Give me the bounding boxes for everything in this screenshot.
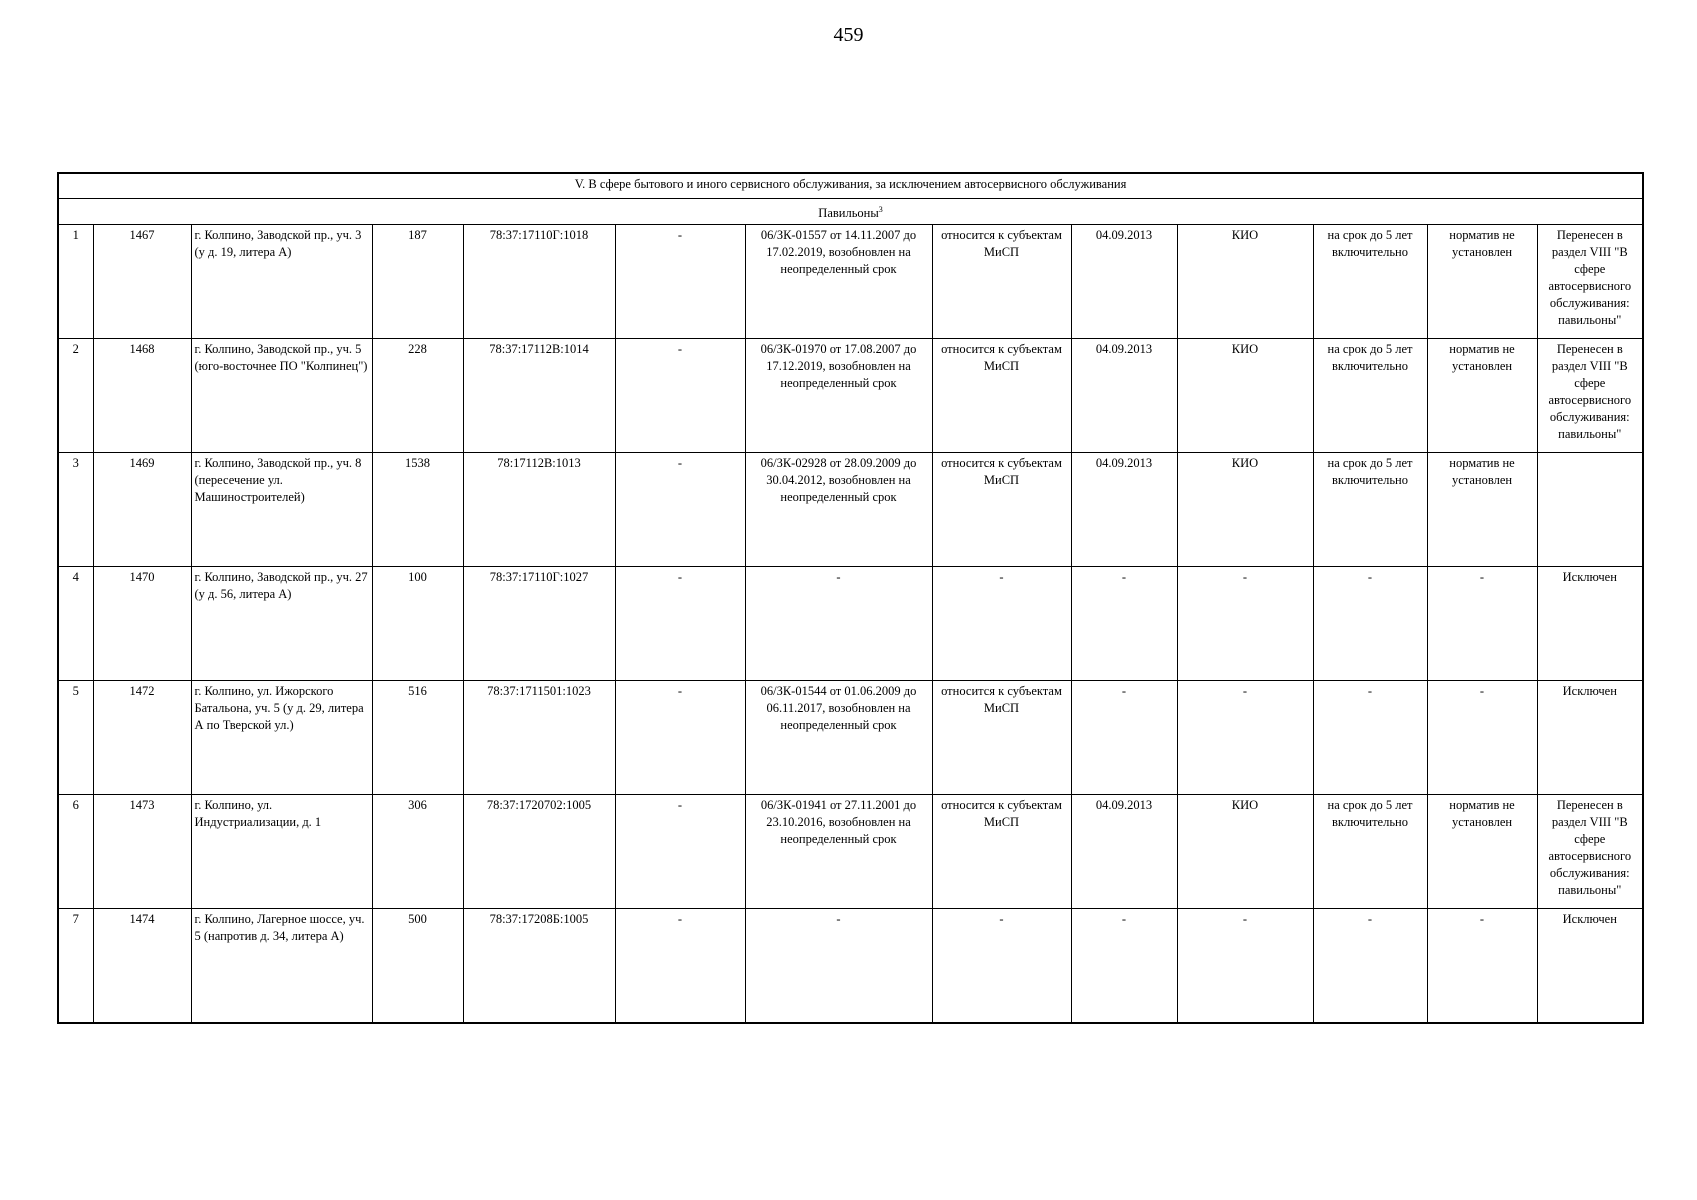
cell-date: - <box>1071 909 1177 1024</box>
cell-cadastral-number: 78:37:1711501:1023 <box>463 681 615 795</box>
cell-empty-column: - <box>615 909 745 1024</box>
table-row <box>58 225 1643 339</box>
section-title: V. В сфере бытового и иного сервисного обслуживания, за исключением автосервисного обслуживания <box>58 173 1643 199</box>
cell-object-id: 1467 <box>93 225 191 339</box>
cell-address: г. Колпино, Заводской пр., уч. 8 (пересечение ул. Машиностроителей) <box>191 453 372 567</box>
cell-organization: КИО <box>1177 795 1313 909</box>
cell-contract: 06/ЗК-01557 от 14.11.2007 до 17.02.2019, возобновлен на неопределенный срок <box>745 225 932 339</box>
cell-contract: 06/ЗК-02928 от 28.09.2009 до 30.04.2012, возобновлен на неопределенный срок <box>745 453 932 567</box>
cell-organization: - <box>1177 567 1313 681</box>
cell-date: - <box>1071 567 1177 681</box>
cell-organization: - <box>1177 681 1313 795</box>
section-header-row <box>58 173 1643 199</box>
cell-smsp-status: - <box>932 567 1071 681</box>
cell-norm: норматив не установлен <box>1427 339 1537 453</box>
cell-contract: - <box>745 567 932 681</box>
cell-object-id: 1468 <box>93 339 191 453</box>
cell-date: 04.09.2013 <box>1071 339 1177 453</box>
cell-term: - <box>1313 909 1427 1024</box>
cell-object-id: 1469 <box>93 453 191 567</box>
table-row <box>58 567 1643 681</box>
cell-area: 187 <box>372 225 463 339</box>
cell-smsp-status: относится к субъектам МиСП <box>932 795 1071 909</box>
cell-norm: - <box>1427 909 1537 1024</box>
cell-row-number: 6 <box>58 795 93 909</box>
cell-empty-column: - <box>615 567 745 681</box>
cell-address: г. Колпино, ул. Индустриализации, д. 1 <box>191 795 372 909</box>
cell-cadastral-number: 78:37:17110Г:1027 <box>463 567 615 681</box>
cell-object-id: 1470 <box>93 567 191 681</box>
cell-empty-column: - <box>615 453 745 567</box>
cell-organization: КИО <box>1177 453 1313 567</box>
cell-contract: 06/ЗК-01941 от 27.11.2001 до 23.10.2016, возобновлен на неопределенный срок <box>745 795 932 909</box>
cell-smsp-status: относится к субъектам МиСП <box>932 339 1071 453</box>
cell-norm: - <box>1427 681 1537 795</box>
table-row <box>58 909 1643 1024</box>
cell-empty-column: - <box>615 681 745 795</box>
cell-empty-column: - <box>615 795 745 909</box>
cell-address: г. Колпино, Заводской пр., уч. 27 (у д. 56, литера А) <box>191 567 372 681</box>
cell-term: - <box>1313 567 1427 681</box>
cell-object-id: 1473 <box>93 795 191 909</box>
cell-object-id: 1474 <box>93 909 191 1024</box>
cell-note: Перенесен в раздел VIII "В сфере автосервисного обслуживания: павильоны" <box>1537 795 1643 909</box>
cell-note: Исключен <box>1537 909 1643 1024</box>
cell-cadastral-number: 78:37:1720702:1005 <box>463 795 615 909</box>
cell-note <box>1537 453 1643 567</box>
cell-row-number: 3 <box>58 453 93 567</box>
cell-smsp-status: относится к субъектам МиСП <box>932 681 1071 795</box>
cell-note: Перенесен в раздел VIII "В сфере автосервисного обслуживания: павильоны" <box>1537 225 1643 339</box>
cell-empty-column: - <box>615 225 745 339</box>
footnote-mark: 3 <box>878 205 883 214</box>
cell-row-number: 5 <box>58 681 93 795</box>
cell-norm: - <box>1427 567 1537 681</box>
cell-area: 516 <box>372 681 463 795</box>
cell-norm: норматив не установлен <box>1427 225 1537 339</box>
cell-address: г. Колпино, Лагерное шоссе, уч. 5 (напротив д. 34, литера А) <box>191 909 372 1024</box>
cell-area: 228 <box>372 339 463 453</box>
cell-note: Исключен <box>1537 567 1643 681</box>
cell-term: - <box>1313 681 1427 795</box>
cell-date: 04.09.2013 <box>1071 225 1177 339</box>
cell-address: г. Колпино, Заводской пр., уч. 5 (юго-восточнее ПО "Колпинец") <box>191 339 372 453</box>
cell-empty-column: - <box>615 339 745 453</box>
cell-cadastral-number: 78:37:17112В:1014 <box>463 339 615 453</box>
cell-norm: норматив не установлен <box>1427 795 1537 909</box>
cell-contract: 06/ЗК-01970 от 17.08.2007 до 17.12.2019, возобновлен на неопределенный срок <box>745 339 932 453</box>
table-row <box>58 795 1643 909</box>
cell-area: 100 <box>372 567 463 681</box>
subsection-header-row <box>58 199 1643 225</box>
cell-area: 1538 <box>372 453 463 567</box>
subsection-title: Павильоны <box>818 206 879 221</box>
cell-organization: КИО <box>1177 225 1313 339</box>
cell-row-number: 1 <box>58 225 93 339</box>
table-row <box>58 681 1643 795</box>
cell-area: 306 <box>372 795 463 909</box>
cell-cadastral-number: 78:37:17110Г:1018 <box>463 225 615 339</box>
cell-area: 500 <box>372 909 463 1024</box>
table-row <box>58 339 1643 453</box>
cell-date: 04.09.2013 <box>1071 795 1177 909</box>
cell-cadastral-number: 78:17112В:1013 <box>463 453 615 567</box>
cell-organization: - <box>1177 909 1313 1024</box>
cell-term: на срок до 5 лет включительно <box>1313 339 1427 453</box>
registry-table <box>57 172 1644 1024</box>
cell-row-number: 4 <box>58 567 93 681</box>
cell-cadastral-number: 78:37:17208Б:1005 <box>463 909 615 1024</box>
cell-norm: норматив не установлен <box>1427 453 1537 567</box>
cell-term: на срок до 5 лет включительно <box>1313 225 1427 339</box>
page-number: 459 <box>833 24 864 46</box>
cell-term: на срок до 5 лет включительно <box>1313 453 1427 567</box>
cell-term: на срок до 5 лет включительно <box>1313 795 1427 909</box>
cell-contract: 06/ЗК-01544 от 01.06.2009 до 06.11.2017, возобновлен на неопределенный срок <box>745 681 932 795</box>
cell-row-number: 7 <box>58 909 93 1024</box>
cell-date: 04.09.2013 <box>1071 453 1177 567</box>
cell-contract: - <box>745 909 932 1024</box>
cell-date: - <box>1071 681 1177 795</box>
cell-note: Исключен <box>1537 681 1643 795</box>
subsection-title-cell <box>58 199 1643 225</box>
cell-address: г. Колпино, ул. Ижорского Батальона, уч. 5 (у д. 29, литера А по Тверской ул.) <box>191 681 372 795</box>
cell-smsp-status: - <box>932 909 1071 1024</box>
cell-row-number: 2 <box>58 339 93 453</box>
cell-object-id: 1472 <box>93 681 191 795</box>
cell-note: Перенесен в раздел VIII "В сфере автосервисного обслуживания: павильоны" <box>1537 339 1643 453</box>
table-row <box>58 453 1643 567</box>
cell-address: г. Колпино, Заводской пр., уч. 3 (у д. 19, литера А) <box>191 225 372 339</box>
cell-organization: КИО <box>1177 339 1313 453</box>
cell-smsp-status: относится к субъектам МиСП <box>932 225 1071 339</box>
cell-smsp-status: относится к субъектам МиСП <box>932 453 1071 567</box>
